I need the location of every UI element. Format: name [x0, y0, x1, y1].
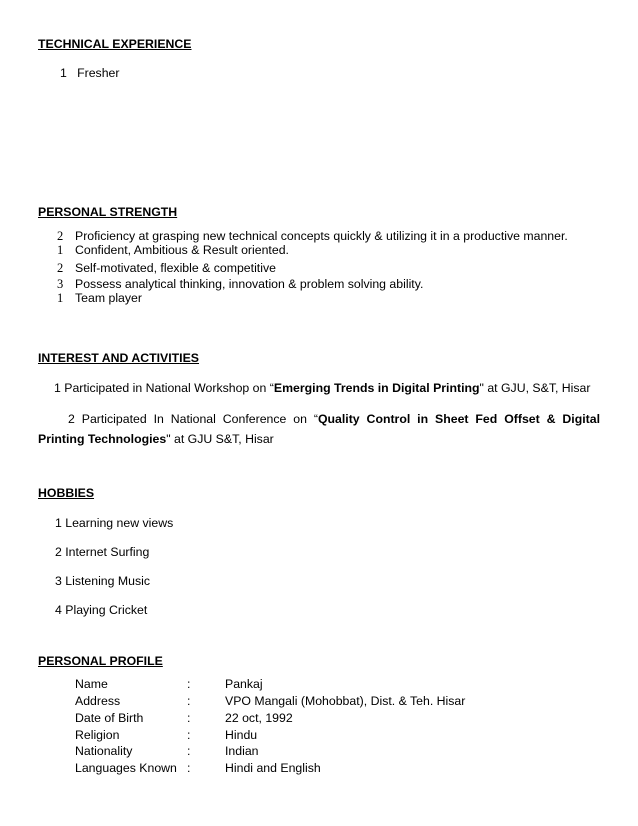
strength-text: Team player: [75, 291, 142, 305]
profile-label: Languages Known: [75, 761, 177, 775]
strength-number: 2: [57, 261, 64, 275]
profile-label: Address: [75, 694, 121, 708]
strength-number: 3: [57, 277, 64, 291]
profile-separator: :: [187, 694, 191, 708]
activity-prefix: 1 Participated in National Workshop on “: [54, 381, 274, 395]
strength-text: Self-motivated, flexible & competitive: [75, 261, 276, 275]
strength-number: 1: [57, 291, 64, 305]
profile-value: Indian: [225, 744, 259, 758]
profile-value: Hindi and English: [225, 761, 321, 775]
profile-value: VPO Mangali (Mohobbat), Dist. & Teh. Hisar: [225, 694, 466, 708]
hobbies-heading: HOBBIES: [38, 486, 95, 500]
hobby-item: 2 Internet Surfing: [55, 545, 150, 559]
activity-prefix: 2 Participated In National Conference on “: [68, 412, 318, 426]
profile-separator: :: [187, 711, 191, 725]
activity-suffix: " at GJU S&T, Hisar: [166, 432, 274, 446]
profile-separator: :: [187, 677, 191, 691]
hobby-item: 4 Playing Cricket: [55, 603, 148, 617]
profile-label: Name: [75, 677, 108, 691]
activity-title: Emerging Trends in Digital Printing: [273, 381, 480, 395]
profile-value: Pankaj: [225, 677, 263, 691]
item-number: 1: [60, 66, 67, 80]
item-text: Fresher: [77, 66, 120, 80]
technical-experience-heading: TECHNICAL EXPERIENCE: [38, 37, 192, 51]
personal-strength-heading: PERSONAL STRENGTH: [38, 205, 178, 219]
strength-text: Possess analytical thinking, innovation & problem solving ability.: [75, 277, 424, 291]
profile-label: Date of Birth: [75, 711, 144, 725]
profile-separator: :: [187, 728, 191, 742]
activity-item: [38, 409, 600, 449]
profile-separator: :: [187, 761, 191, 775]
personal-profile-heading: PERSONAL PROFILE: [38, 654, 163, 668]
activity-item: [54, 381, 591, 395]
strength-text: Proficiency at grasping new technical concepts quickly & utilizing it in a productive manner.: [75, 229, 568, 243]
profile-separator: :: [187, 744, 191, 758]
profile-value: 22 oct, 1992: [225, 711, 293, 725]
profile-label: Religion: [75, 728, 120, 742]
profile-label: Nationality: [75, 744, 133, 758]
hobby-item: 3 Listening Music: [55, 574, 151, 588]
strength-text: Confident, Ambitious & Result oriented.: [75, 243, 289, 257]
interest-activities-heading: INTEREST AND ACTIVITIES: [38, 351, 200, 365]
activity-title: Quality Control in Sheet Fed Offset & Digital Printing Technologies: [38, 412, 600, 446]
strength-number: 1: [57, 243, 64, 257]
list-item: [60, 66, 119, 80]
activity-suffix: " at GJU, S&T, Hisar: [479, 381, 591, 395]
strength-number: 2: [57, 229, 64, 243]
hobby-item: 1 Learning new views: [55, 516, 174, 530]
profile-value: Hindu: [225, 728, 258, 742]
